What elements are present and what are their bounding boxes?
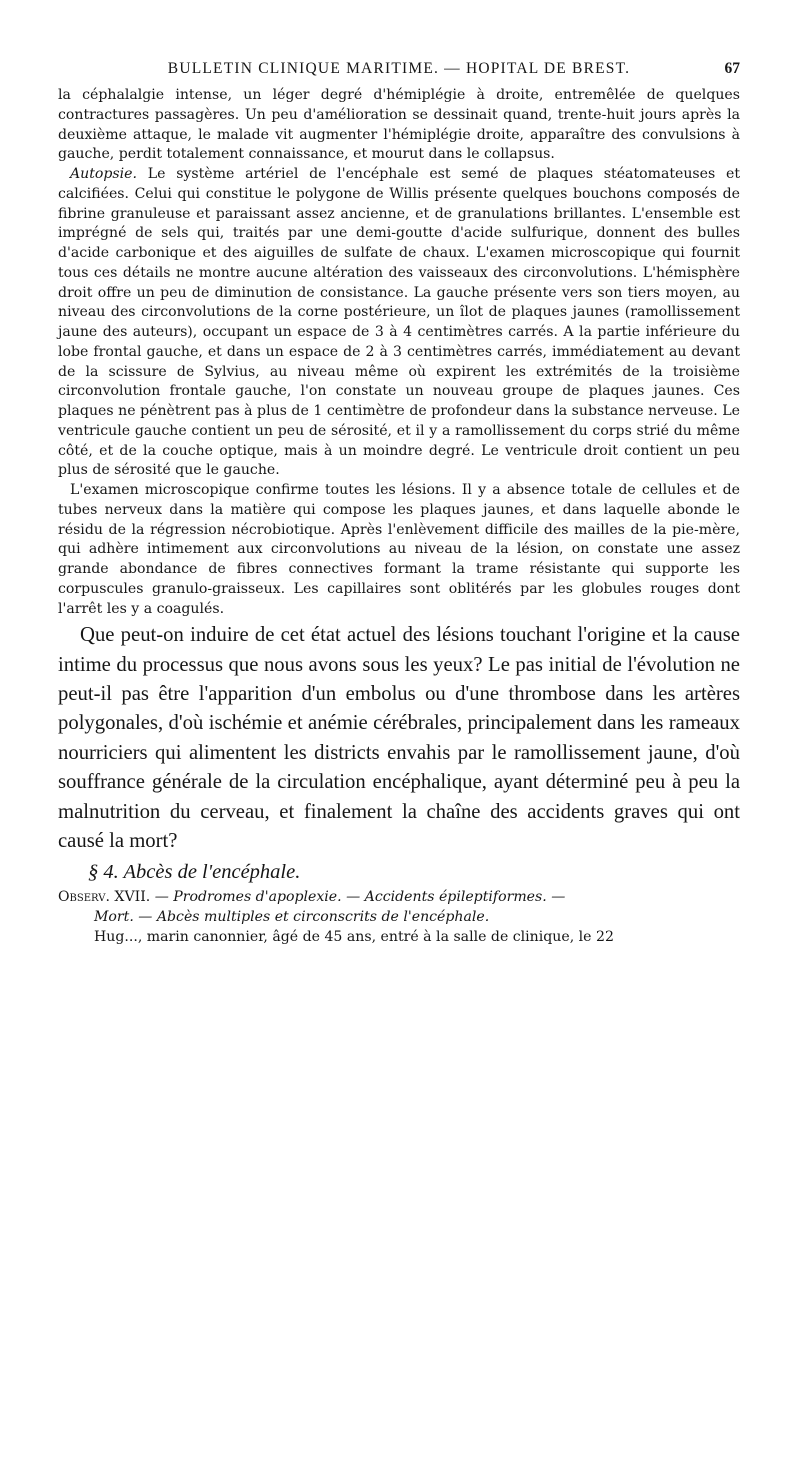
paragraph-examen: L'examen microscopique confirme toutes les lésions. Il y a absence totale de cellules et de tubes nerveux dans la matière qui compose les plaques jaunes, et dans laquelle abonde le résidu de la régression nécrobiotique. Après l'enlèvement difficile des mailles de la pie-mère, qui adhère intimement aux circonvolutions au niveau de la lésion, on constate une assez grande abondance de fibres connectives formant la trame résistante qui supporte les corpuscules granulo-graisseux. Les capillaires sont oblitérés par les globules rouges dont l'arrêt les y a coagulés. [58, 482, 740, 617]
observation-title-2: Mort. — Abcès multiples et circonscrits de l'encéphale. [94, 908, 490, 925]
observation-heading [58, 887, 740, 907]
paragraph-discussion: Que peut-on induire de cet état actuel des lésions touchant l'origine et la cause intime du processus que nous avons sous les yeux? Le pas initial de l'évolution ne peut-il pas être l'apparition d'un embolus ou d'une thrombose dans les artères polygonales, d'où ischémie et anémie cérébrales, principalement dans les rameaux nourriciers qui alimentent les districts envahis par le ramollissement jaune, d'où souffrance générale de la circulation encéphalique, ayant déterminé peu à peu la malnutrition du cerveau, et finalement la chaîne des accidents graves qui ont causé la mort? [58, 624, 740, 853]
observation-title-1: — Prodromes d'apoplexie. — Accidents épileptiformes. — [150, 888, 566, 905]
paragraph-autopsie [58, 165, 740, 481]
page-number: 67 [724, 60, 740, 77]
section-title: § 4. Abcès de l'encéphale. [88, 860, 301, 883]
running-title: BULLETIN CLINIQUE MARITIME. — HOPITAL DE BREST. [167, 60, 631, 77]
autopsie-text: Le système artériel de l'encéphale est semé de plaques stéatomateuses et calcifiées. Celui qui constitue le polygone de Willis présente quelques bouchons composés de fibrine granuleuse et paraissant assez ancienne, et de granulations brillantes. L'ensemble est imprégné de sels qui, traités par une demi-goutte d'acide sulfurique, donnent des bulles d'acide carbonique et des aiguilles de sulfate de chaux. L'examen microscopique qui fournit tous ces détails ne montre aucune altération des vaisseaux des circonvolutions. L'hémisphère droit offre un peu de diminution de consistance. La gauche présente vers son tiers moyen, au niveau des circonvolutions de la corne postérieure, un îlot de plaques jaunes (ramollissement jaune des auteurs), occupant un espace de 3 à 4 centimètres carrés. A la partie inférieure du lobe frontal gauche, et dans un espace de 2 à 3 centimètres carrés, immédiatement au devant de la scissure de Sylvius, au niveau même où expirent les extrémités de la troisième circonvolution frontale gauche, l'on constate un nouveau groupe de plaques jaunes. Ces plaques ne pénètrent pas à plus de 1 centimètre de profondeur dans la substance nerveuse. Le ventricule gauche contient un peu de sérosité, et il y a ramollissement du corps strié du même côté, et de la couche optique, mais à un moindre degré. Le ventricule droit contient un peu plus de sérosité que le gauche. [58, 166, 740, 479]
autopsie-lead: Autopsie. [70, 166, 137, 182]
running-header [58, 60, 740, 84]
document-page [58, 60, 740, 947]
observation-number: XVII. [109, 888, 151, 905]
observation-first-line: Hug..., marin canonnier, âgé de 45 ans, entré à la salle de clinique, le 22 [94, 928, 614, 945]
observation-label: Observ. [58, 888, 110, 905]
paragraph-1: la céphalalgie intense, un léger degré d'hémiplégie à droite, entremêlée de quelques contractures passagères. Un peu d'amélioration se dessinait quand, trente-huit jours après la deuxième attaque, le malade vit augmenter l'hémiplégie droite, apparaître des convulsions à gauche, perdit totalement connaissance, et mourut dans le collapsus. [58, 87, 740, 163]
